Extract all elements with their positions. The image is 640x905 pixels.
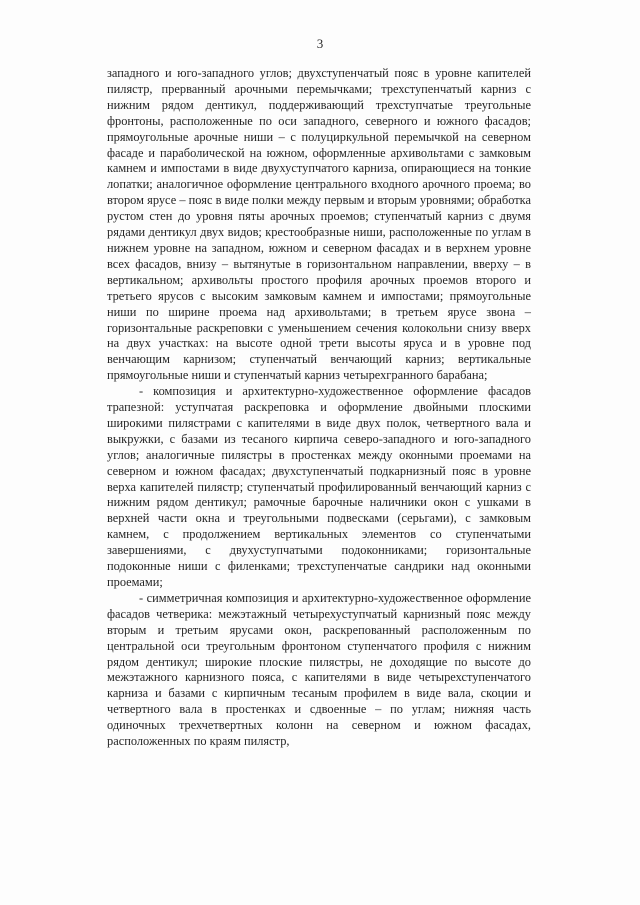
paragraph-bell-tower-continuation: западного и юго-западного углов; двухступенчатый пояс в уровне капителей пилястр, прерванный арочными перемычками; трехступенчатый карниз с нижним рядом дентикул, поддерживающий трехступчатые треугольные фронтоны, расположенные по оси западного, северного и южного фасадов; прямоугольные арочные ниши – с полуциркульной перемычкой на северном фасаде и параболической на южном, оформленные архивольтами с замковым камнем и импостами в виде двухуступчатого карниза, опирающиеся на тонкие лопатки; аналогичное оформление центрального входного арочного проема; во втором ярусе – пояс в виде полки между первым и вторым уровнями; обработка рустом стен до уровня пяты арочных проемов; ступенчатый карниз с двумя рядами дентикул двух видов; крестообразные ниши, расположенные по углам в нижнем уровне на западном, южном и северном фасадах и в верхнем уровне всех фасадов, внизу – вытянутые в горизонтальном направлении, вверху – в вертикальном; архивольты простого профиля арочных проемов второго и третьего ярусов с высоким замковым камнем и импостами; прямоугольные ниши по ширине проема над архивольтами; в третьем ярусе звона – горизонтальные раскреповки с уменьшением сечения колокольни снизу вверх на двух участках: на высоте одной трети высоты яруса и в уровне под венчающим карнизом; ступенчатый венчающий карниз; вертикальные прямоугольные ниши и ступенчатый карниз четырехгранного барабана;: [107, 66, 531, 383]
paragraph-refectory-facades: - композиция и архитектурно-художественное оформление фасадов трапезной: уступчатая раскреповка и оформление двойными плоскими широкими пилястрами с капителями в виде двух полок, четвертного вала и выкружки, с базами из тесаного кирпича северо-западного и юго-западного углов; аналогичные пилястры в простенках между оконными проемами на северном и южном фасадах; двухступенчатый подкарнизный пояс в уровне верха капителей пилястр; ступенчатый профилированный венчающий карниз с нижним рядом дентикул; рамочные барочные наличники окон с ушками в верхней части окна и треугольными подвесками (серьгами), с замковым камнем, с продолжением вертикальных элементов со ступенчатыми завершениями, с двухуступчатыми подоконниками; горизонтальные подоконные ниши с филенками; трехступенчатые сандрики над оконными проемами;: [107, 384, 531, 589]
page-number: 3: [316, 36, 324, 51]
paragraph-chetverik-facades: - симметричная композиция и архитектурно-художественное оформление фасадов четверика: межэтажный четырехуступчатый карнизный пояс между вторым и третьим ярусами окон, раскрепованный расположенным по центральной оси треугольным фронтоном ступенчатого профиля с нижним рядом дентикул; широкие плоские пилястры, не доходящие по высоте до межэтажного карнизного пояса, с капителями в виде четырехступенчатого карниза и базами с кирпичным тесаным профилем в виде вала, скоции и четвертного вала в простенках и сдвоенные – по углам; нижняя часть одиночных трехчетвертных колонн на северном и южном фасадах, расположенных по краям пилястр,: [107, 590, 531, 749]
body-text: [107, 66, 531, 750]
